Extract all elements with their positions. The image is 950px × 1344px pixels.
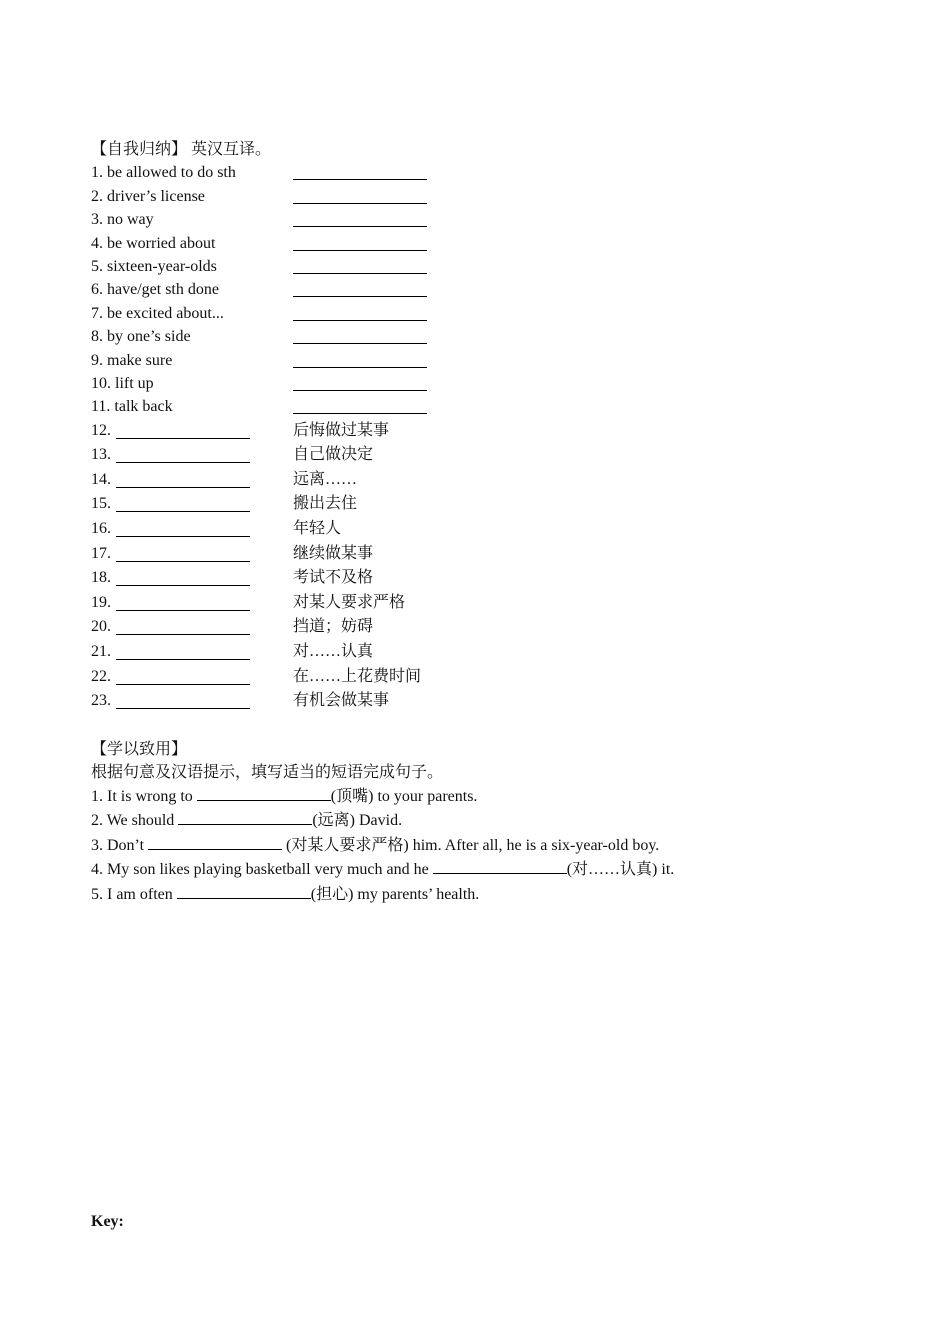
answer-blank[interactable] bbox=[116, 634, 250, 635]
list-item bbox=[91, 542, 891, 567]
answer-blank[interactable] bbox=[293, 320, 427, 321]
answer-blank[interactable] bbox=[293, 203, 427, 204]
list-item bbox=[91, 468, 891, 493]
chinese-phrase: 自己做决定 bbox=[293, 446, 374, 464]
item-number: 18. bbox=[91, 569, 111, 587]
list-item bbox=[91, 372, 891, 395]
item-number: 14. bbox=[91, 470, 111, 488]
answer-blank[interactable] bbox=[116, 585, 250, 586]
answer-blank[interactable] bbox=[116, 438, 250, 439]
sentence-item bbox=[91, 858, 891, 883]
list-item bbox=[91, 349, 891, 372]
answer-blank[interactable] bbox=[293, 179, 427, 180]
sentence-item bbox=[91, 809, 891, 834]
answer-blank[interactable] bbox=[116, 511, 250, 512]
item-number: 19. bbox=[91, 593, 111, 611]
list-item bbox=[91, 185, 891, 208]
answer-blank[interactable] bbox=[293, 226, 427, 227]
instruction-text: 根据句意及汉语提示，填写适当的短语完成句子。 bbox=[91, 764, 444, 782]
list-item bbox=[91, 161, 891, 184]
item-number: 15. bbox=[91, 495, 111, 513]
answer-blank[interactable] bbox=[293, 273, 427, 274]
answer-blank[interactable] bbox=[116, 684, 250, 685]
item-number: 22. bbox=[91, 667, 111, 685]
list-item bbox=[91, 566, 891, 591]
item-number: 23. bbox=[91, 692, 111, 710]
list-item bbox=[91, 395, 891, 418]
answer-blank[interactable] bbox=[178, 810, 312, 825]
sentence-before: 5. I am often bbox=[91, 885, 177, 903]
item-number: 20. bbox=[91, 618, 111, 636]
chinese-phrase: 远离…… bbox=[293, 470, 358, 488]
item-number: 17. bbox=[91, 544, 111, 562]
item-number: 13. bbox=[91, 446, 111, 464]
section-heading-apply: 【学以致用】 bbox=[91, 740, 188, 758]
phrase-text: 7. be excited about... bbox=[91, 304, 224, 322]
answer-blank[interactable] bbox=[116, 659, 250, 660]
sentence-item bbox=[91, 883, 891, 908]
chinese-phrase: 在……上花费时间 bbox=[293, 667, 422, 685]
chinese-phrase: 搬出去住 bbox=[293, 495, 358, 513]
phrase-text: 11. talk back bbox=[91, 398, 173, 416]
chinese-phrase: 年轻人 bbox=[293, 520, 342, 538]
item-number: 21. bbox=[91, 643, 111, 661]
phrase-text: 10. lift up bbox=[91, 374, 154, 392]
answer-blank[interactable] bbox=[293, 390, 427, 391]
answer-blank[interactable] bbox=[197, 786, 331, 801]
list-item bbox=[91, 492, 891, 517]
list-item bbox=[91, 615, 891, 640]
answer-blank[interactable] bbox=[148, 835, 282, 850]
answer-blank[interactable] bbox=[293, 367, 427, 368]
list-item bbox=[91, 208, 891, 231]
chinese-phrase: 挡道；妨碍 bbox=[293, 618, 374, 636]
chinese-phrase: 对某人要求严格 bbox=[293, 593, 406, 611]
answer-key-label: Key: bbox=[91, 1213, 124, 1230]
list-item bbox=[91, 640, 891, 665]
worksheet bbox=[91, 138, 891, 907]
section-spacer bbox=[91, 714, 891, 738]
answer-blank[interactable] bbox=[433, 859, 567, 874]
answer-blank[interactable] bbox=[116, 536, 250, 537]
chinese-phrase: 有机会做某事 bbox=[293, 692, 390, 710]
answer-blank[interactable] bbox=[293, 296, 427, 297]
english-to-chinese-list bbox=[91, 161, 891, 418]
list-item bbox=[91, 665, 891, 690]
sentence-completion-list bbox=[91, 785, 891, 908]
chinese-phrase: 后悔做过某事 bbox=[293, 421, 390, 439]
phrase-text: 8. by one’s side bbox=[91, 328, 191, 346]
phrase-text: 4. be worried about bbox=[91, 234, 216, 252]
chinese-phrase: 对……认真 bbox=[293, 643, 374, 661]
chinese-phrase: 考试不及格 bbox=[293, 569, 374, 587]
phrase-text: 9. make sure bbox=[91, 351, 173, 369]
phrase-text: 5. sixteen-year-olds bbox=[91, 257, 217, 275]
chinese-to-english-list bbox=[91, 419, 891, 714]
section-heading-self-summary: 【自我归纳】 英汉互译。 bbox=[91, 141, 272, 158]
sentence-before: 1. It is wrong to bbox=[91, 787, 197, 805]
sentence-after: (对某人要求严格) him. After all, he is a six-year-old boy. bbox=[282, 836, 660, 854]
item-number: 16. bbox=[91, 520, 111, 538]
sentence-before: 2. We should bbox=[91, 812, 179, 830]
list-item bbox=[91, 302, 891, 325]
list-item bbox=[91, 443, 891, 468]
sentence-before: 3. Don’t bbox=[91, 836, 149, 854]
list-item bbox=[91, 278, 891, 301]
list-item bbox=[91, 325, 891, 348]
answer-blank[interactable] bbox=[116, 561, 250, 562]
phrase-text: 2. driver’s license bbox=[91, 187, 205, 205]
list-item bbox=[91, 591, 891, 616]
sentence-item bbox=[91, 834, 891, 859]
phrase-text: 3. no way bbox=[91, 211, 154, 229]
answer-blank[interactable] bbox=[116, 487, 250, 488]
phrase-text: 6. have/get sth done bbox=[91, 281, 219, 299]
phrase-text: 1. be allowed to do sth bbox=[91, 164, 236, 182]
answer-blank[interactable] bbox=[177, 884, 311, 899]
chinese-phrase: 继续做某事 bbox=[293, 544, 374, 562]
item-number: 12. bbox=[91, 421, 111, 439]
sentence-after: (顶嘴) to your parents. bbox=[330, 787, 478, 805]
sentence-after: (远离) David. bbox=[312, 812, 403, 830]
answer-blank[interactable] bbox=[116, 610, 250, 611]
list-item bbox=[91, 232, 891, 255]
sentence-after: (对……认真) it. bbox=[566, 861, 675, 879]
answer-blank[interactable] bbox=[293, 250, 427, 251]
answer-blank[interactable] bbox=[293, 413, 427, 414]
answer-blank[interactable] bbox=[293, 343, 427, 344]
list-item bbox=[91, 517, 891, 542]
answer-blank[interactable] bbox=[116, 462, 250, 463]
sentence-before: 4. My son likes playing basketball very much and he bbox=[91, 861, 433, 879]
list-item bbox=[91, 255, 891, 278]
sentence-after: (担心) my parents’ health. bbox=[310, 885, 480, 903]
answer-blank[interactable] bbox=[116, 708, 250, 709]
list-item bbox=[91, 689, 891, 714]
sentence-item bbox=[91, 785, 891, 810]
list-item bbox=[91, 419, 891, 444]
